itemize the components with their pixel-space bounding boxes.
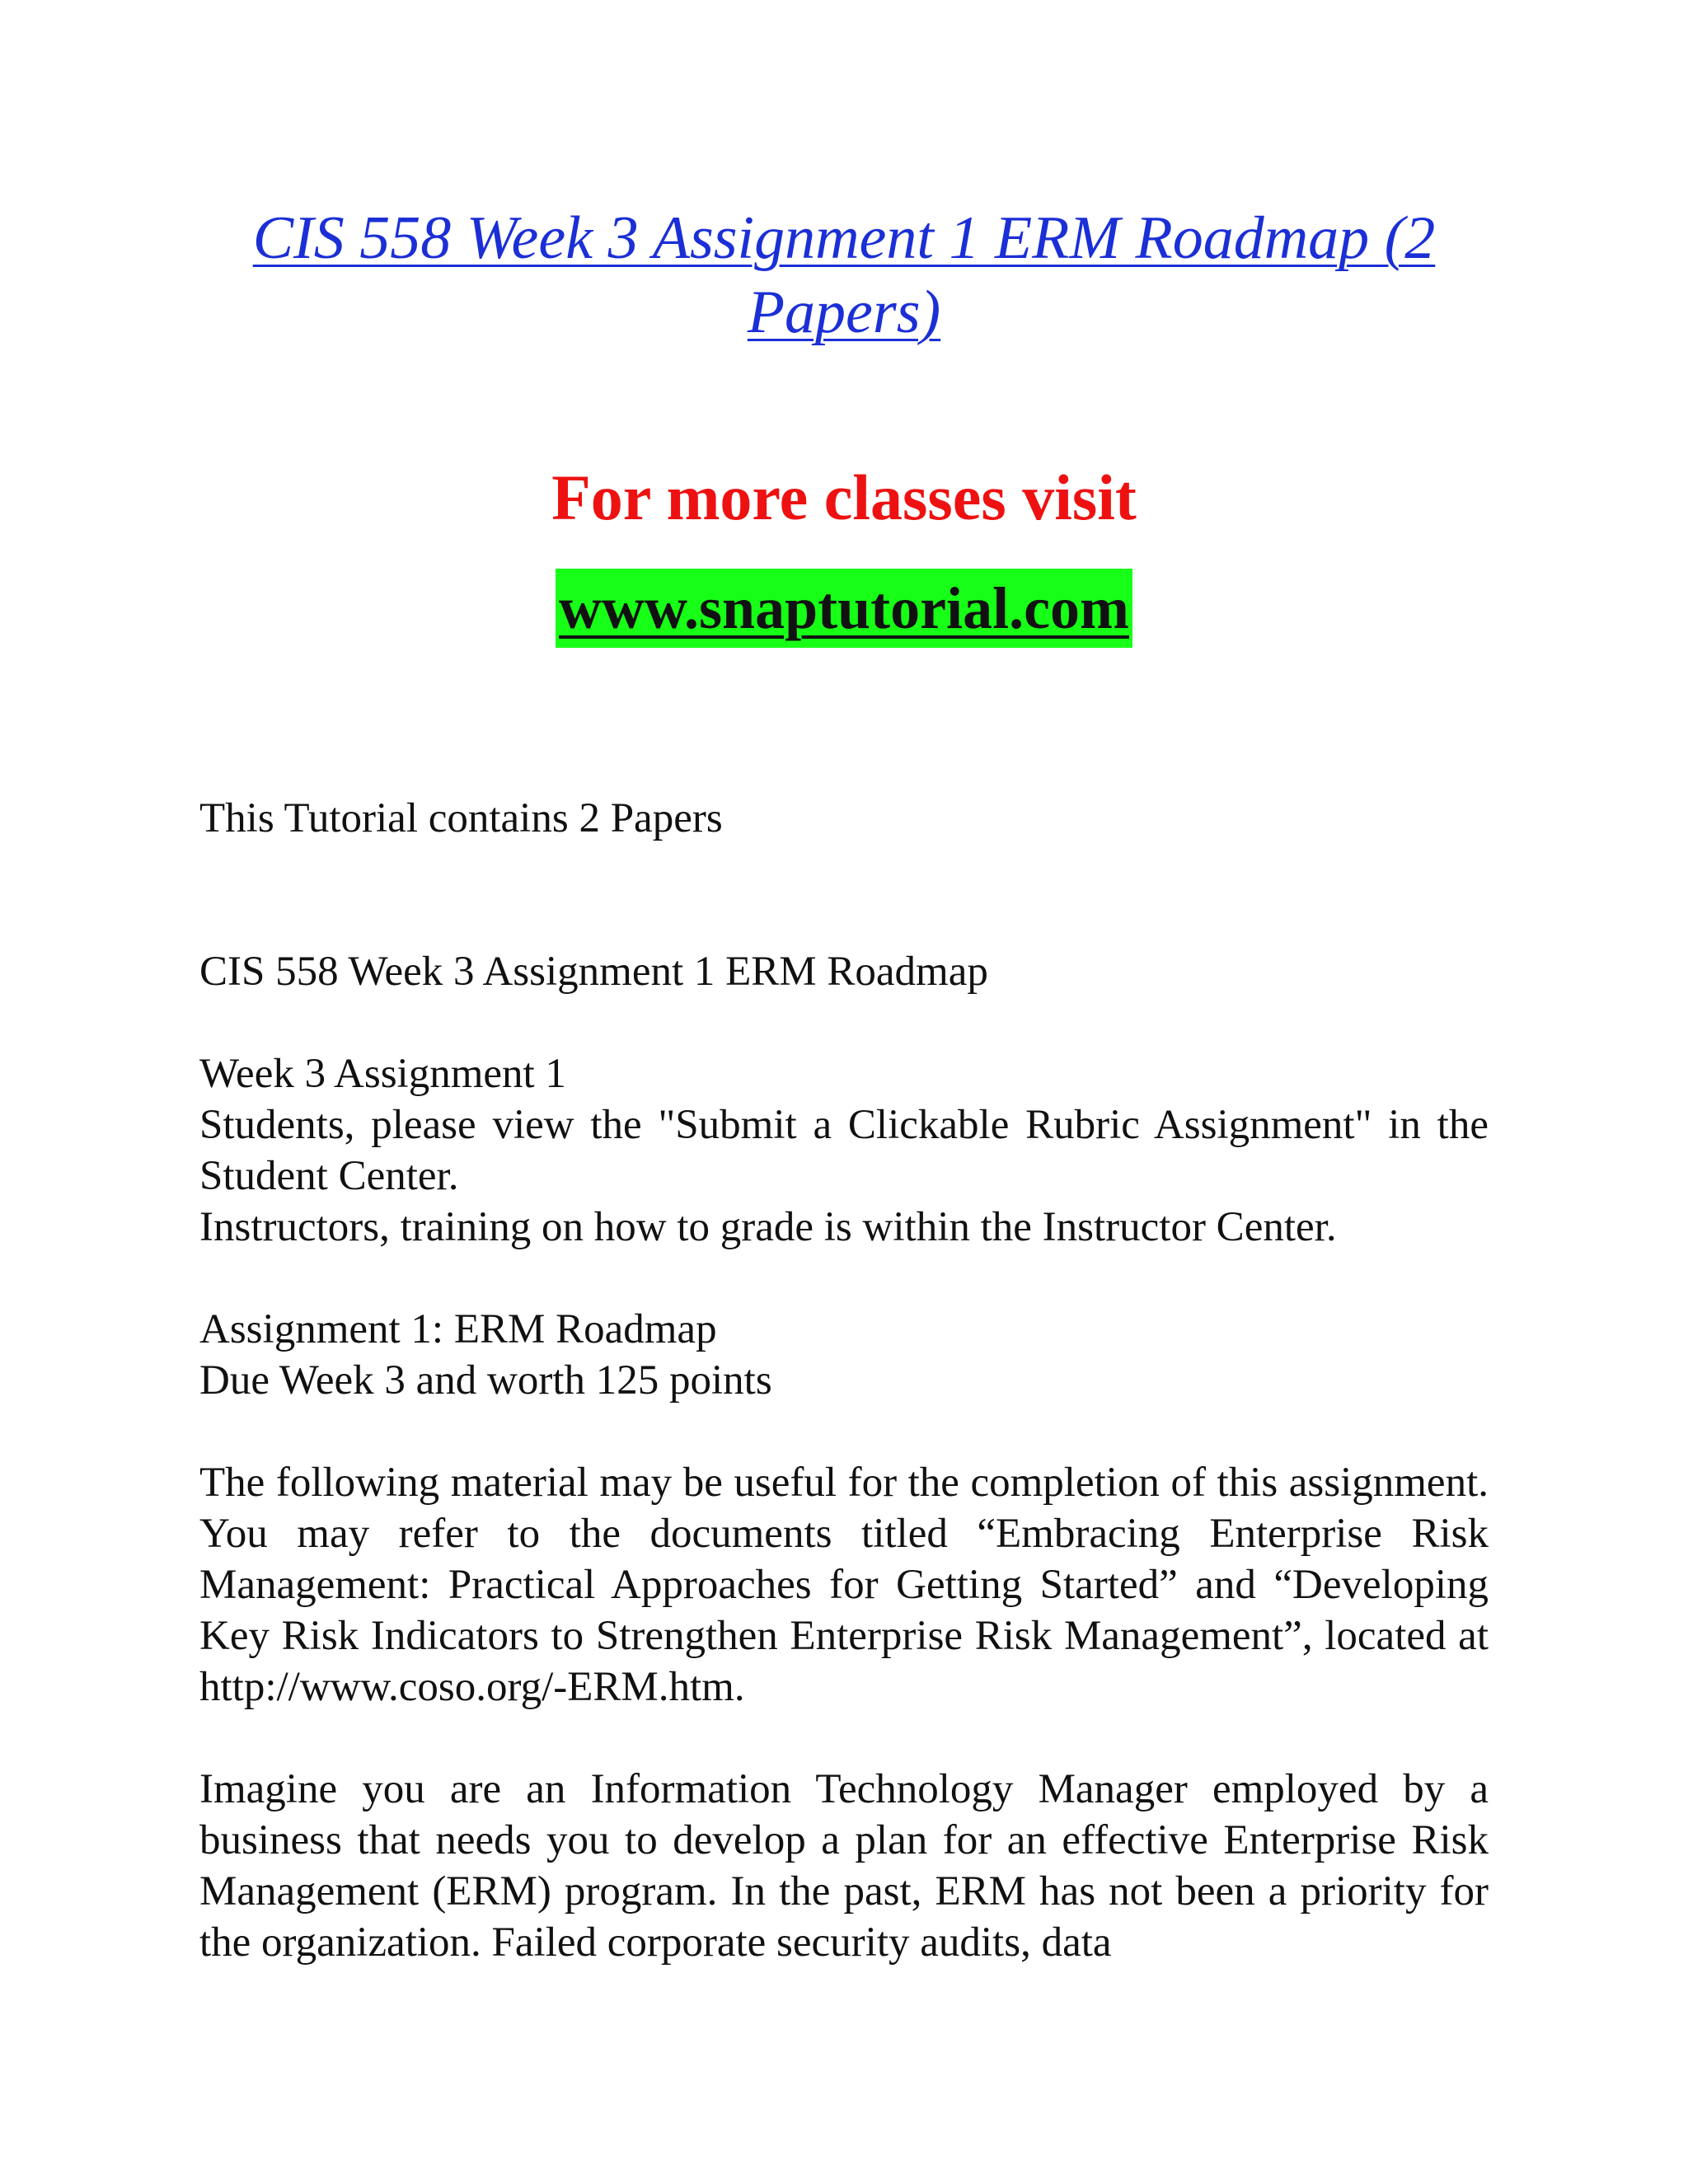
- promo-site-row: [0, 569, 1688, 648]
- section-heading: CIS 558 Week 3 Assignment 1 ERM Roadmap: [199, 949, 988, 995]
- spacer: [199, 1253, 1489, 1304]
- document-title: [198, 201, 1490, 349]
- due-info: Due Week 3 and worth 125 points: [199, 1357, 772, 1404]
- assignment-title: Assignment 1: ERM Roadmap: [199, 1306, 717, 1352]
- spacer: [199, 1713, 1489, 1764]
- spacer: [199, 1406, 1489, 1457]
- spacer: [199, 997, 1489, 1048]
- instructors-note: Instructors, training on how to grade is within the Instructor Center.: [199, 1204, 1337, 1250]
- snaptutorial-link[interactable]: www.snaptutorial.com: [556, 569, 1132, 648]
- promo-heading: For more classes visit: [551, 462, 1137, 533]
- material-paragraph: The following material may be useful for the completion of this assignment. You may refer to the documents titled “Embracing Enterprise Risk Management: Practical Approaches for Getting Started” and “Developing Key Risk Indicators to Strengthen Enterprise Risk Management”, located at http://www.coso.org/-ERM.htm.: [199, 1460, 1489, 1710]
- title-link[interactable]: CIS 558 Week 3 Assignment 1 ERM Roadmap (2 Papers): [252, 204, 1436, 346]
- document-body: [199, 793, 1489, 1968]
- scenario-paragraph: Imagine you are an Information Technology Manager employed by a business that needs you to develop a plan for an effective Enterprise Risk Management (ERM) program. In the past, ERM has not been a priority for the organization. Failed corporate security audits, data: [199, 1766, 1489, 1966]
- intro-text: This Tutorial contains 2 Papers: [199, 795, 723, 841]
- spacer: [199, 844, 1489, 946]
- students-note: Students, please view the "Submit a Clickable Rubric Assignment" in the Student Center.: [199, 1102, 1489, 1199]
- assignment-label: Week 3 Assignment 1: [199, 1051, 566, 1097]
